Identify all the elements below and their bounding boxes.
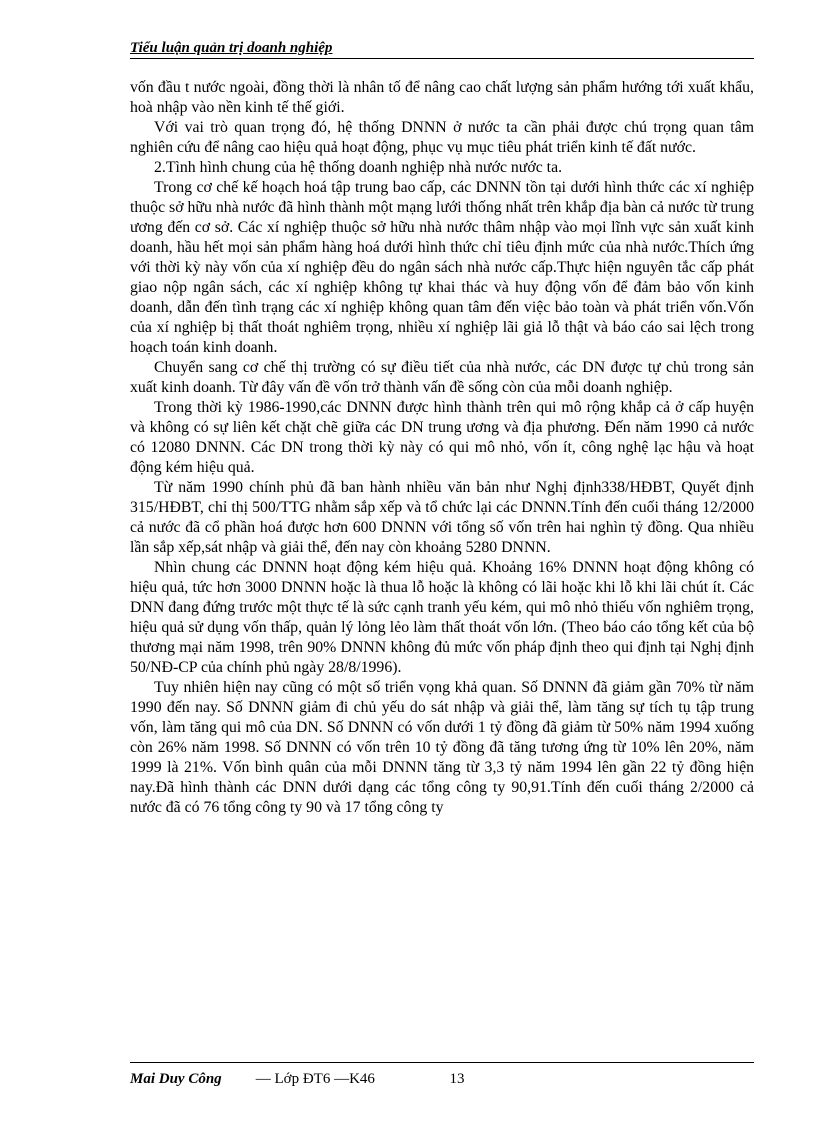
paragraph: vốn đầu t nước ngoài, đồng thời là nhân tố để nâng cao chất lượng sản phẩm hướng tới xuất khẩu, hoà nhập vào nền kinh tế thế giới. bbox=[130, 79, 754, 116]
paragraph: Với vai trò quan trọng đó, hệ thống DNNN ở nước ta cần phải được chú trọng quan tâm nghiên cứu để nâng cao hiệu quả hoạt động, phục vụ mục tiêu phát triển kinh tế đất nước. bbox=[130, 119, 754, 156]
page-number: 13 bbox=[449, 1071, 465, 1087]
paragraph: Nhìn chung các DNNN hoạt động kém hiệu quả. Khoảng 16% DNNN hoạt động không có hiệu quả, tức hơn 3000 DNNN hoặc là thua lỗ hoặc là không có lãi hoặc khi lỗ khi lãi chút ít. Các DNN đang đứng trước một thực tế là sức cạnh tranh yếu kém, qui mô nhỏ thiếu vốn nghiêm trọng, hiệu quả sử dụng vốn thấp, quản lý lỏng lẻo làm thất thoát vốn lớn. (Theo báo cáo tổng kết của bộ thương mại năm 1998, trên 90% DNNN không đủ mức vốn pháp định theo qui định tại Nghị định 50/NĐ-CP của chính phủ ngày 28/8/1996). bbox=[130, 559, 754, 676]
footer-author: Mai Duy Công bbox=[130, 1071, 222, 1087]
footer-class: — Lớp ĐT6 —K46 bbox=[255, 1071, 375, 1087]
paragraph: Trong thời kỳ 1986-1990,các DNNN được hình thành trên qui mô rộng khắp cả ở cấp huyện và không có sự liên kết chặt chẽ giữa các DN trung ương và địa phương. Đến năm 1990 cả nước có 12080 DNNN. Các DN trong thời kỳ này có qui mô nhỏ, vốn ít, công nghệ lạc hậu và hoạt động kém hiệu quả. bbox=[130, 399, 754, 476]
paragraph: Tuy nhiên hiện nay cũng có một số triển vọng khả quan. Số DNNN đã giảm gần 70% từ năm 1990 đến nay. Số DNNN giảm đi chủ yếu do sát nhập và giải thể, làm tăng sự tích tụ tập trung vốn, làm tăng qui mô của DN. Số DNNN có vốn dưới 1 tỷ đồng đã giảm từ 50% năm 1994 xuống còn 26% năm 1998. Số DNNN có vốn trên 10 tỷ đồng đã tăng tương ứng từ 10% lên 20%, năm 1999 là 21%. Vốn bình quân của mỗi DNNN tăng từ 3,3 tỷ năm 1994 lên gần 22 tỷ đồng hiện nay.Đã hình thành các DNN dưới dạng các tổng công ty 90,91.Tính đến cuối tháng 2/2000 cả nước đã có 76 tổng công ty 90 và 17 tổng công ty bbox=[130, 679, 754, 816]
header-title: Tiểu luận quản trị doanh nghiệp bbox=[130, 40, 333, 56]
document-body bbox=[130, 78, 754, 818]
section-heading: 2.Tình hình chung của hệ thống doanh nghiệp nhà nước nước ta. bbox=[154, 159, 563, 176]
paragraph: Chuyển sang cơ chế thị trường có sự điều tiết của nhà nước, các DN được tự chủ trong sản xuất kinh doanh. Từ đây vấn đề vốn trở thành vấn đề sống còn của mỗi doanh nghiệp. bbox=[130, 359, 754, 396]
page-header bbox=[130, 40, 754, 59]
page-footer bbox=[130, 1062, 754, 1088]
paragraph: Trong cơ chế kế hoạch hoá tập trung bao cấp, các DNNN tồn tại dưới hình thức các xí nghiệp thuộc sở hữu nhà nước đã hình thành một mạng lưới thống nhất trên khắp địa bàn cả nước từ trung ương đến cơ sở. Các xí nghiệp thuộc sở hữu nhà nước thâm nhập vào mọi lĩnh vực sản xuất kinh doanh, hầu hết mọi sản phẩm hàng hoá dưới hình thức chỉ tiêu định mức của nhà nước.Thích ứng với thời kỳ này vốn của xí nghiệp đều do ngân sách nhà nước cấp.Thực hiện nguyên tắc cấp phát giao nộp ngân sách, các xí nghiệp không tự khai thác và huy động vốn để đảm bảo vốn kinh doanh, dẫn đến tình trạng các xí nghiệp không quan tâm đến việc bảo toàn và phát triển vốn.Vốn của xí nghiệp bị thất thoát nghiêm trọng, nhiều xí nghiệp lãi giả lỗ thật và báo cáo sai lệch trong hoạch toán kinh doanh. bbox=[130, 179, 754, 356]
paragraph: Từ năm 1990 chính phủ đã ban hành nhiều văn bản như Nghị định338/HĐBT, Quyết định 315/HĐBT, chỉ thị 500/TTG nhằm sắp xếp và tổ chức lại các DNNN.Tính đến cuối tháng 12/2000 cả nước đã cổ phần hoá được hơn 600 DNNN với tổng số vốn trên hai nghìn tỷ đồng. Qua nhiều lần sắp xếp,sát nhập và giải thể, đến nay còn khoảng 5280 DNNN. bbox=[130, 479, 754, 556]
